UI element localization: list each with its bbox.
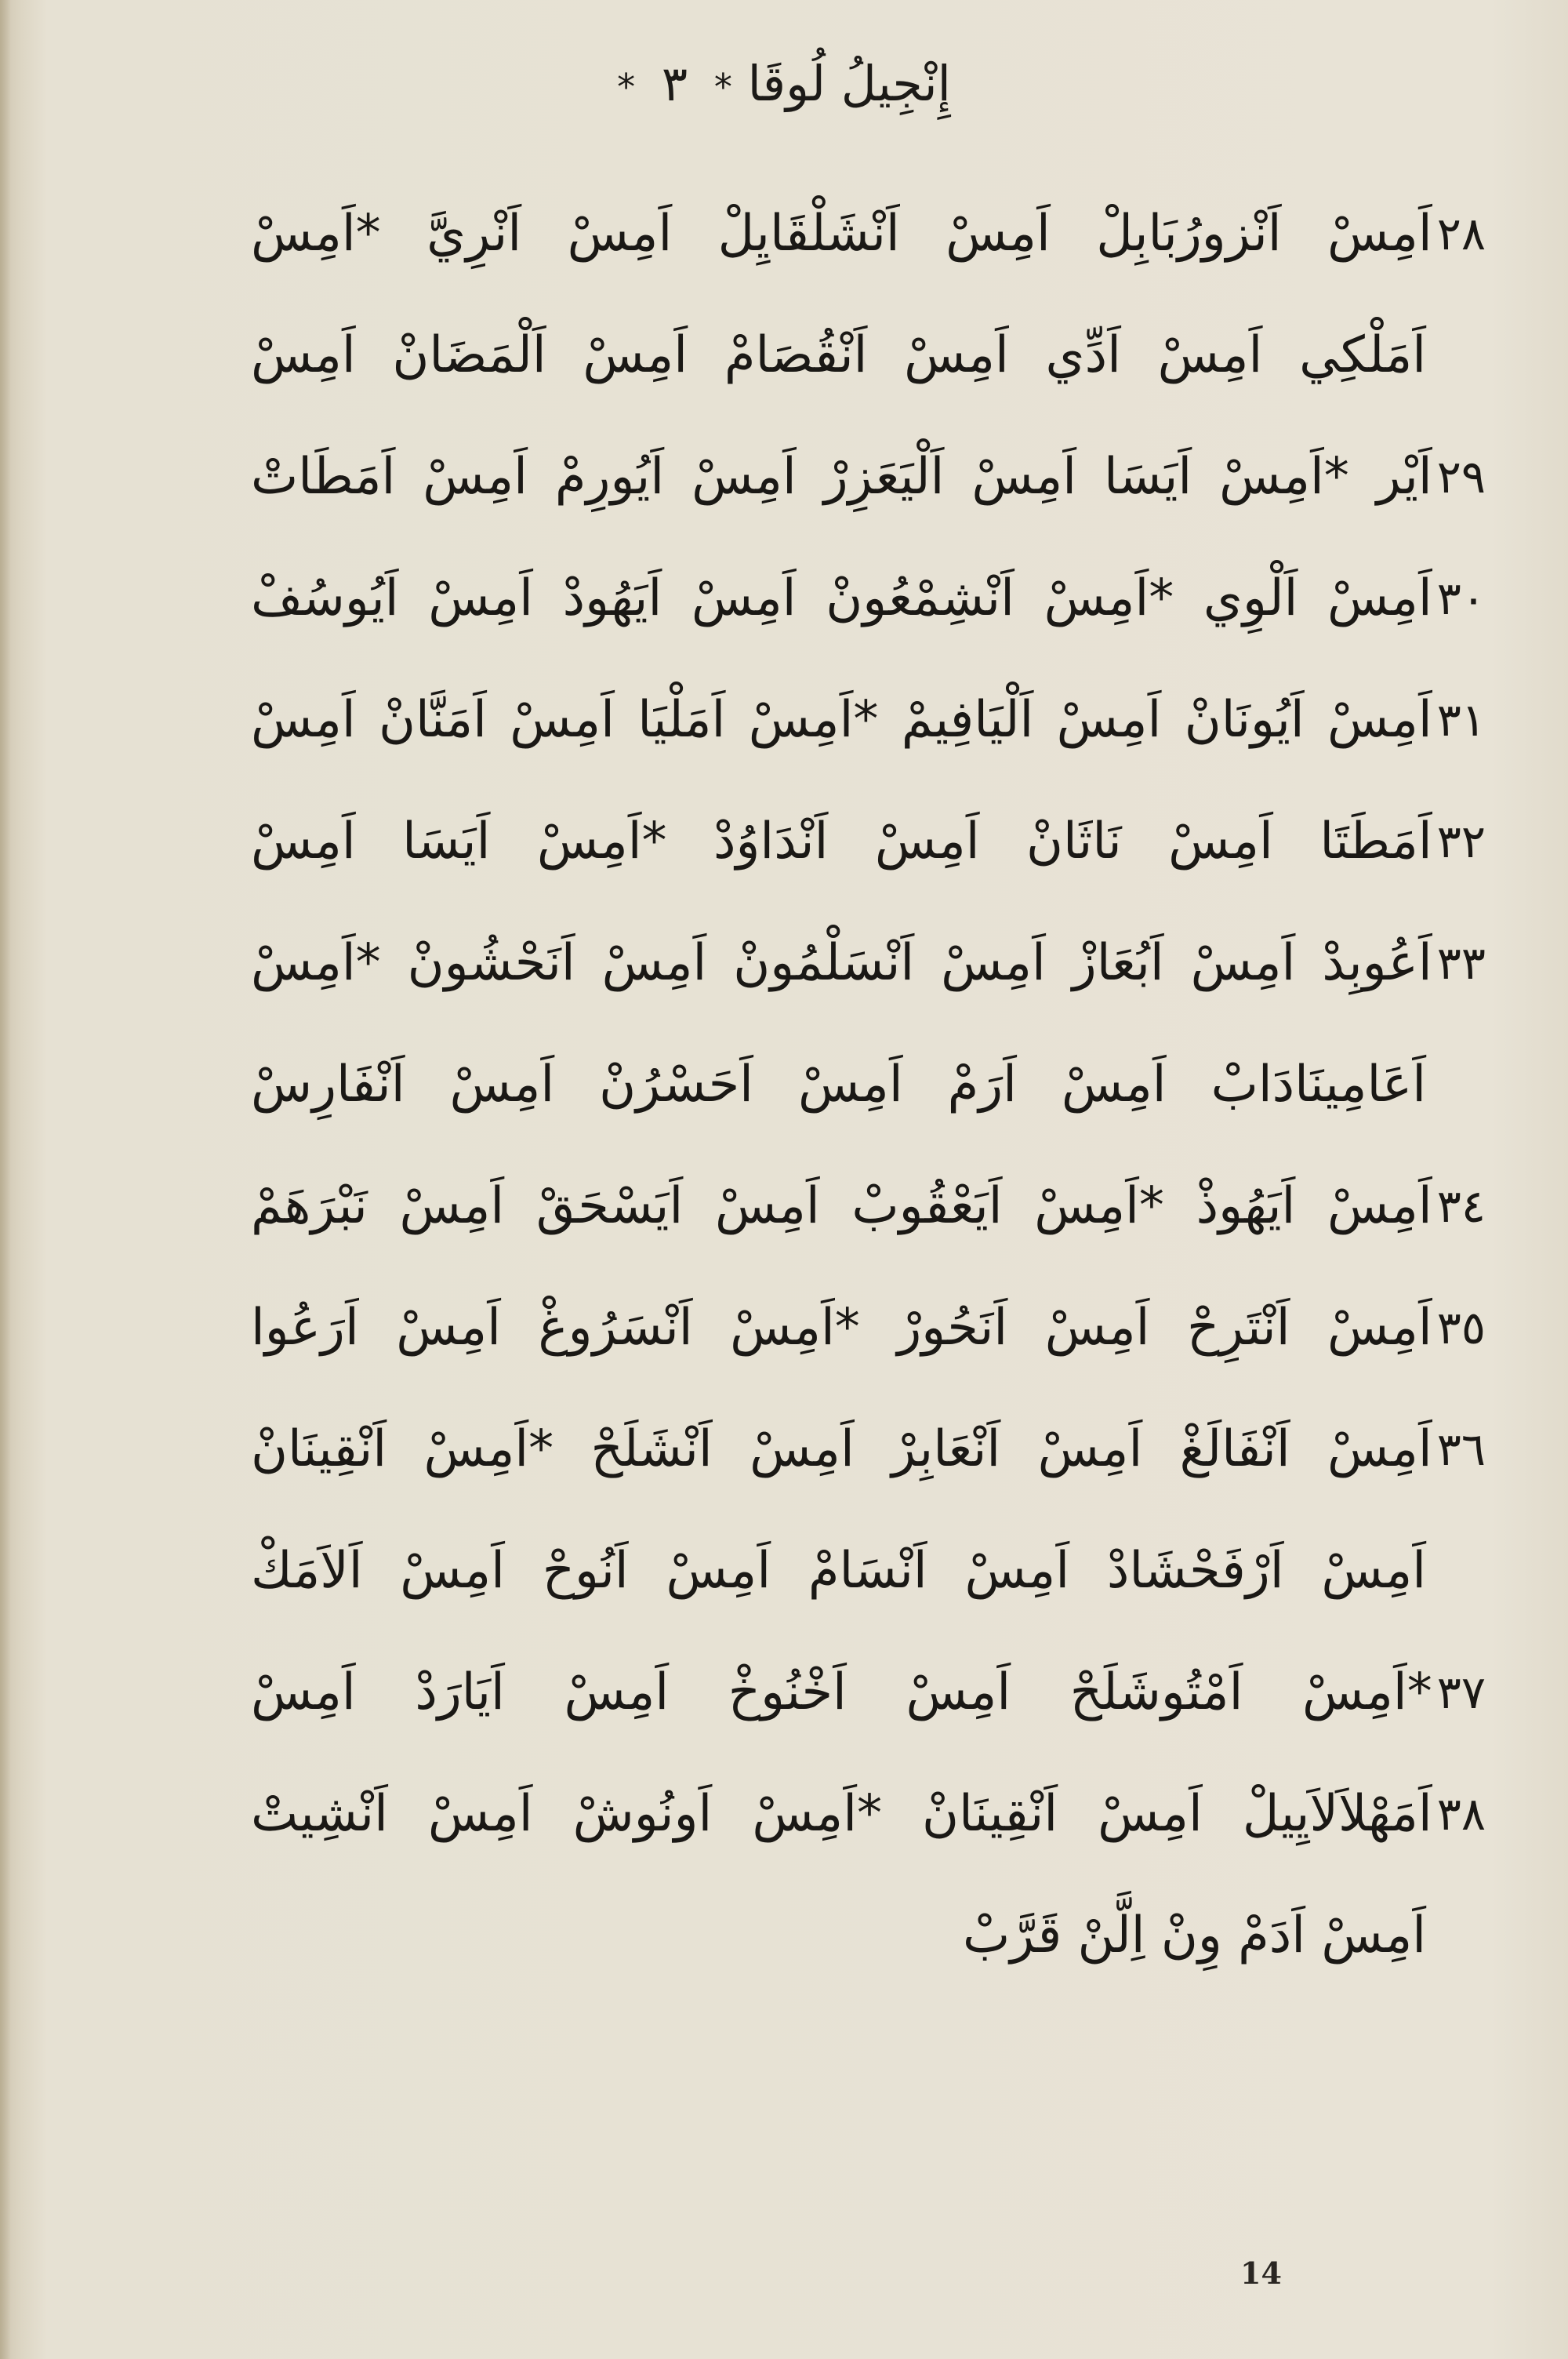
line-text: اَمِسْ اَنْزورُبَابِلْ اَمِسْ اَنْشَلْقَايِلْ اَمِسْ اَنْرِيَّ *اَمِسْ <box>251 204 1432 263</box>
text-line <box>251 1267 1486 1388</box>
verse-number: ٢٨ <box>1436 206 1486 260</box>
line-text: اَمَلْكِي اَمِسْ اَدِّي اَمِسْ اَنْقُصَامْ اَمِسْ اَلْمَضَانْ اَمِسْ <box>251 325 1426 384</box>
verse-number: ٣٥ <box>1436 1300 1486 1354</box>
text-line <box>251 173 1486 294</box>
header-star-right: * <box>713 65 732 108</box>
page-gutter-shadow <box>0 0 11 2359</box>
text-line <box>251 1388 1486 1510</box>
text-body <box>251 173 1486 1996</box>
text-line <box>251 1023 1486 1145</box>
text-line <box>251 1874 1486 1996</box>
verse-number: ٢٩ <box>1436 449 1486 503</box>
text-line <box>251 1145 1486 1267</box>
line-text: اَمِسْ اَنْفَالَغْ اَمِسْ اَنْعَابِرْ اَمِسْ اَنْشَلَحْ *اَمِسْ اَنْقِينَانْ <box>251 1419 1432 1478</box>
text-line <box>251 1631 1486 1753</box>
text-line <box>251 1753 1486 1874</box>
line-text: اَعَامِينَادَابْ اَمِسْ اَرَمْ اَمِسْ اَحَسْرُنْ اَمِسْ اَنْفَارِسْ <box>251 1055 1426 1114</box>
line-text: اَمِسْ اَدَمْ وِنْ اِلَّنْ قَرَّبْ <box>963 1906 1426 1965</box>
verse-number: ٣٢ <box>1436 814 1486 868</box>
text-line <box>251 537 1486 659</box>
line-text: اَمِسْ اَيُونَانْ اَمِسْ اَلْيَافِيمْ *اَمِسْ اَمَلْيَا اَمِسْ اَمَنَّانْ اَمِسْ <box>251 690 1432 749</box>
header-chapter-number: ٣ <box>661 55 688 112</box>
page-number: 14 <box>1240 2255 1282 2291</box>
line-text: اَمَهْلاَلاَيِيلْ اَمِسْ اَنْقِينَانْ *اَمِسْ اَونُوشْ اَمِسْ اَنْشِيتْ <box>251 1784 1432 1843</box>
verse-number: ٣٧ <box>1436 1665 1486 1719</box>
text-line <box>251 294 1486 416</box>
verse-number: ٣٤ <box>1436 1179 1486 1233</box>
text-line <box>251 659 1486 780</box>
verse-number: ٣٠ <box>1436 571 1486 625</box>
text-line <box>251 780 1486 902</box>
line-text: اَمِسْ اَرْفَحْشَادْ اَمِسْ اَنْسَامْ اَمِسْ اَنُوحْ اَمِسْ اَلاَمَكْ <box>251 1541 1426 1600</box>
line-text: اَمَطَتَا اَمِسْ نَاثَانْ اَمِسْ اَنْدَاوُدْ *اَمِسْ اَيَسَا اَمِسْ <box>251 812 1432 871</box>
line-text: اَيْر *اَمِسْ اَيَسَا اَمِسْ اَلْيَعَزِرْ اَمِسْ اَيُورِمْ اَمِسْ اَمَطَاتْ <box>251 447 1432 506</box>
line-text: اَمِسْ اَيَهُوذْ *اَمِسْ اَيَعْقُوبْ اَمِسْ اَيَسْحَقْ اَمِسْ نَبْرَهَمْ <box>251 1176 1432 1235</box>
verse-number: ٣٨ <box>1436 1787 1486 1841</box>
line-text: اَمِسْ اَلْوِي *اَمِسْ اَنْشِمْعُونْ اَمِسْ اَيَهُودْ اَمِسْ اَيُوسُفْ <box>251 569 1432 627</box>
running-header <box>0 55 1568 112</box>
verse-number: ٣٣ <box>1436 936 1486 990</box>
verse-number: ٣٦ <box>1436 1422 1486 1476</box>
line-text: اَمِسْ اَنْتَرِحْ اَمِسْ اَنَحُورْ *اَمِسْ اَنْسَرُوغْ اَمِسْ اَرَعُوا <box>251 1298 1432 1357</box>
header-title: إِنْجِيلُ لُوقَا <box>747 55 951 112</box>
text-line <box>251 1510 1486 1631</box>
verse-number: ٣١ <box>1436 692 1486 747</box>
text-line <box>251 416 1486 537</box>
text-line <box>251 902 1486 1023</box>
header-star-left: * <box>617 65 636 108</box>
line-text: *اَمِسْ اَمْتُوشَلَحْ اَمِسْ اَخْنُوخْ اَمِسْ اَيَارَدْ اَمِسْ <box>251 1663 1432 1721</box>
line-text: اَعُوبِدْ اَمِسْ اَبُعَازْ اَمِسْ اَنْسَلْمُونْ اَمِسْ اَنَحْشُونْ *اَمِسْ <box>251 933 1432 992</box>
